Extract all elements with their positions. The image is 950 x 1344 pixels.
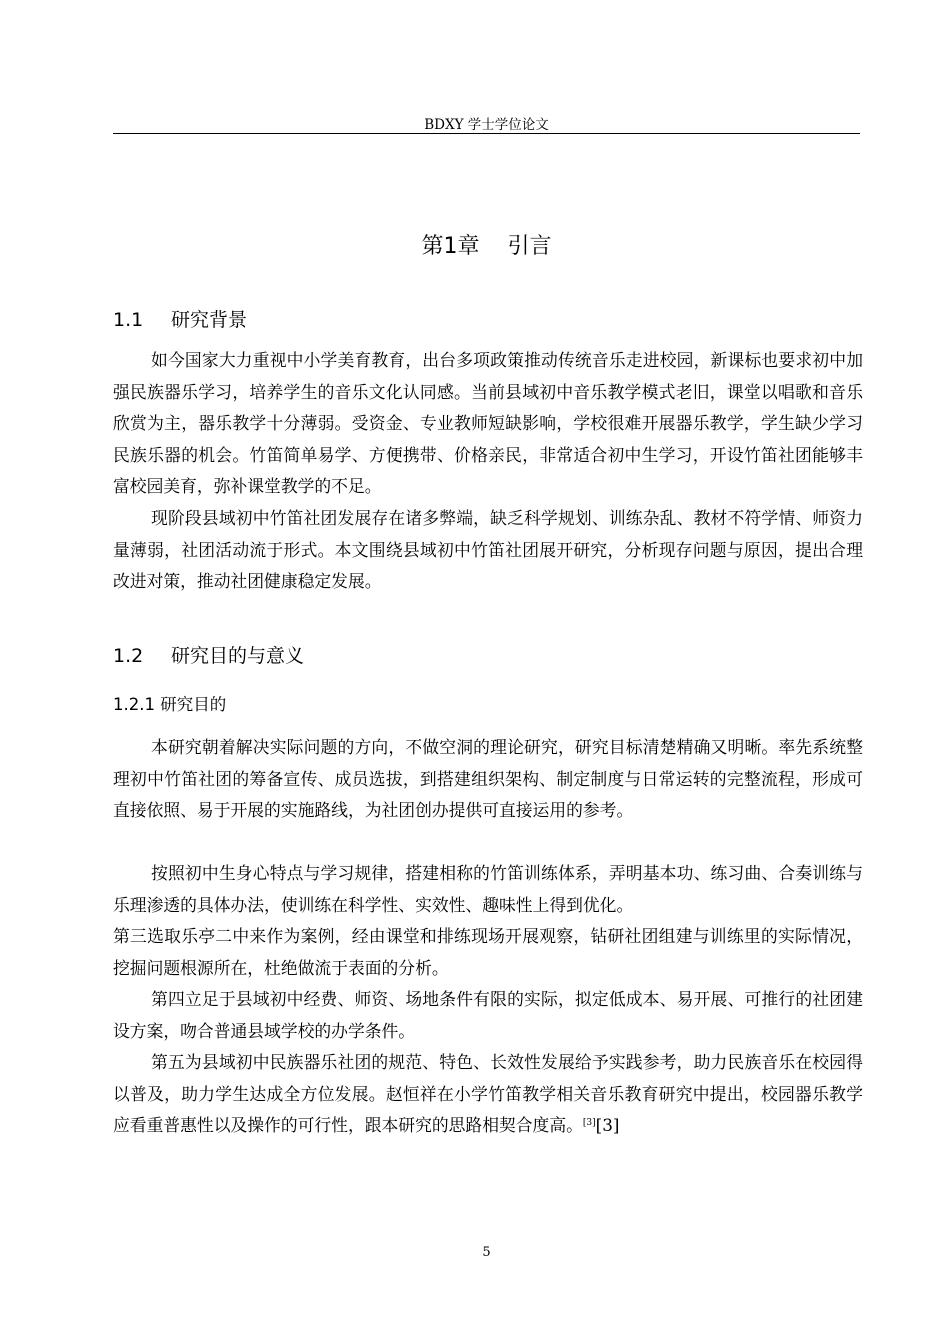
paragraph-text: 第五为县域初中民族器乐社团的规范、特色、长效性发展给予实践参考，助力民族音乐在校园得以普及，助力学生达成全方位发展。赵恒祥在小学竹笛教学相关音乐教育研究中提出，校园器乐教学应看重普惠性以及操作的可行性，跟本研究的思路相契合度高。 <box>113 1052 863 1135</box>
chapter-name: 引言 <box>507 234 552 259</box>
paragraph-purpose-2: 按照初中生身心特点与学习规律，搭建相称的竹笛训练体系，弄明基本功、练习曲、合奏训练与乐理渗透的具体办法，使训练在科学性、实效性、趣味性上得到优化。 <box>113 863 863 915</box>
paragraph-purpose-3: 第三选取乐亭二中来作为案例，经由课堂和排练现场开展观察，钻研社团组建与训练里的实际情况，挖掘问题根源所在，杜绝做流于表面的分析。 <box>113 926 863 978</box>
section-number: 1.2 <box>113 645 144 667</box>
section-number: 1.1 <box>113 309 144 331</box>
section-heading-1-1 <box>113 307 247 333</box>
section-title: 研究目的与意义 <box>171 645 305 667</box>
section-title: 研究背景 <box>171 309 248 331</box>
paragraph-purpose-4: 第四立足于县域初中经费、师资、场地条件有限的实际，拟定低成本、易开展、可推行的社团建设方案，吻合普通县域学校的办学条件。 <box>113 989 863 1041</box>
chapter-number: 第1章 <box>421 234 480 259</box>
citation-inline[interactable]: [3] <box>595 1115 620 1135</box>
section-heading-1-2 <box>113 643 304 669</box>
paragraph-background-1: 如今国家大力重视中小学美育教育，出台多项政策推动传统音乐走进校园，新课标也要求初中加强民族器乐学习，培养学生的音乐文化认同感。当前县域初中音乐教学模式老旧，课堂以唱歌和音乐欣赏为主，器乐教学十分薄弱。受资金、专业教师短缺影响，学校很难开展器乐教学，学生缺少学习民族乐器的机会。竹笛简单易学、方便携带、价格亲民，非常适合初中生学习，开设竹笛社团能够丰富校园美育，弥补课堂教学的不足。 <box>113 350 863 496</box>
running-header: BDXY 学士学位论文 <box>424 117 549 133</box>
chapter-title <box>113 232 860 262</box>
subsection-heading-1-2-1: 1.2.1 研究目的 <box>113 695 227 714</box>
paragraph-background-2: 现阶段县域初中竹笛社团发展存在诸多弊端，缺乏科学规划、训练杂乱、教材不符学情、师资力量薄弱，社团活动流于形式。本文围绕县域初中竹笛社团展开研究，分析现存问题与原因，提出合理改进对策，推动社团健康稳定发展。 <box>113 508 863 591</box>
citation-superscript[interactable]: [3] <box>582 1118 596 1128</box>
paragraph-purpose-1: 本研究朝着解决实际问题的方向，不做空洞的理论研究，研究目标清楚精确又明晰。率先系统整理初中竹笛社团的筹备宣传、成员选拔，到搭建组织架构、制定制度与日常运转的完整流程，形成可直接依照、易于开展的实施路线，为社团创办提供可直接运用的参考。 <box>113 737 863 820</box>
page-number: 5 <box>482 1245 491 1260</box>
paragraph-purpose-5 <box>113 1047 863 1142</box>
header-rule <box>113 133 860 134</box>
